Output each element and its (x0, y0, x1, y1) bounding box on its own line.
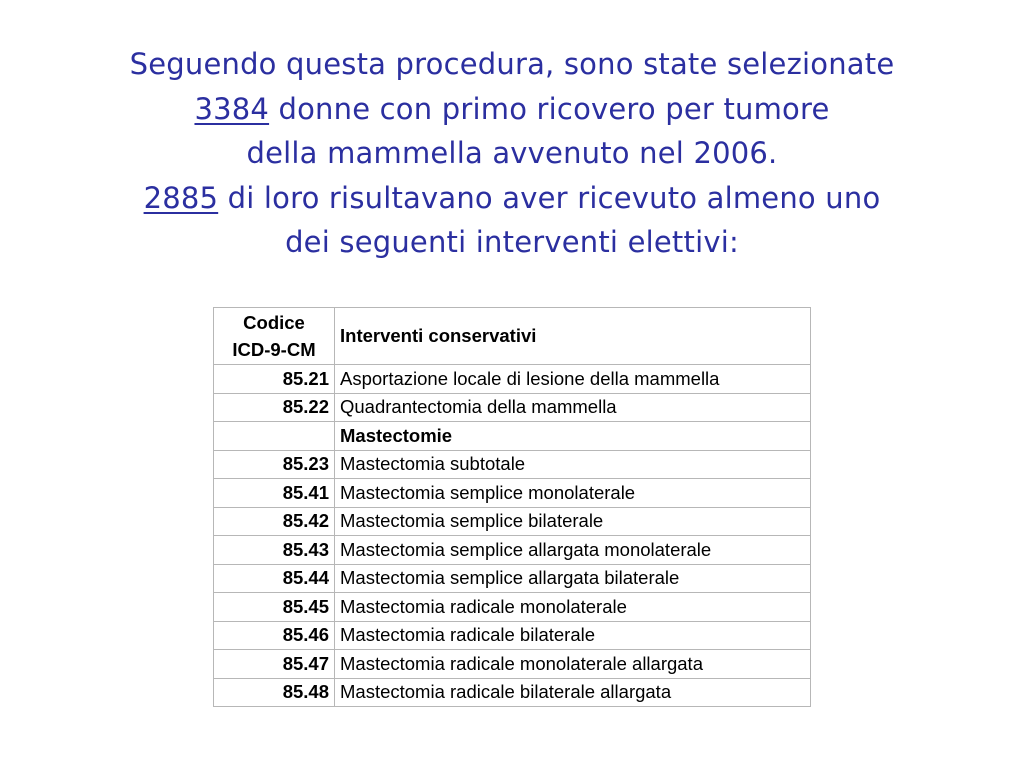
empty-code-cell (214, 422, 335, 451)
icd-code-cell: 85.23 (214, 450, 335, 479)
table-row (214, 536, 811, 565)
table-row (214, 650, 811, 679)
section-header-conservative: Interventi conservativi (335, 308, 811, 365)
title-line-5: dei seguenti interventi elettivi: (285, 225, 739, 259)
table-row (214, 450, 811, 479)
code-header-line-2: ICD-9-CM (232, 339, 316, 360)
procedure-description-cell: Quadrantectomia della mammella (335, 393, 811, 422)
icd-code-cell: 85.41 (214, 479, 335, 508)
title-line-2 (0, 87, 1024, 132)
title-line-2-text: donne con primo ricovero per tumore (269, 91, 830, 126)
table-row (214, 507, 811, 536)
table-header-row (214, 308, 811, 365)
icd-code-cell: 85.45 (214, 593, 335, 622)
icd-code-cell: 85.21 (214, 365, 335, 394)
table-row (214, 393, 811, 422)
procedure-description-cell: Mastectomia subtotale (335, 450, 811, 479)
procedure-description-cell: Mastectomia semplice allargata monolaterale (335, 536, 811, 565)
icd-code-cell: 85.48 (214, 678, 335, 707)
procedure-description-cell: Mastectomia semplice bilaterale (335, 507, 811, 536)
procedure-description-cell: Asportazione locale di lesione della mammella (335, 365, 811, 394)
section-row-mastectomies (214, 422, 811, 451)
icd-code-cell: 85.44 (214, 564, 335, 593)
procedure-description-cell: Mastectomia radicale monolaterale (335, 593, 811, 622)
selected-women-count: 3384 (194, 91, 270, 126)
table-row (214, 593, 811, 622)
icd-code-cell: 85.43 (214, 536, 335, 565)
table-row (214, 564, 811, 593)
code-header-line-1: Codice (243, 312, 305, 333)
table-row (214, 678, 811, 707)
table-row (214, 365, 811, 394)
code-column-header (214, 308, 335, 365)
icd-code-cell: 85.47 (214, 650, 335, 679)
title-line-4 (0, 176, 1024, 221)
icd-code-table (213, 307, 811, 707)
title-line-3: della mammella avvenuto nel 2006. (246, 136, 778, 170)
procedure-description-cell: Mastectomia radicale monolaterale allargata (335, 650, 811, 679)
procedure-description-cell: Mastectomia radicale bilaterale (335, 621, 811, 650)
slide-title (0, 42, 1024, 265)
icd-code-table-body (214, 308, 811, 707)
table-row (214, 479, 811, 508)
icd-code-cell: 85.22 (214, 393, 335, 422)
title-line-4-text: di loro risultavano aver ricevuto almeno uno (218, 180, 881, 215)
icd-code-cell: 85.46 (214, 621, 335, 650)
procedure-description-cell: Mastectomia radicale bilaterale allargata (335, 678, 811, 707)
section-header-mastectomies: Mastectomie (335, 422, 811, 451)
procedure-description-cell: Mastectomia semplice monolaterale (335, 479, 811, 508)
procedure-description-cell: Mastectomia semplice allargata bilaterale (335, 564, 811, 593)
icd-code-cell: 85.42 (214, 507, 335, 536)
intervention-women-count: 2885 (143, 180, 219, 215)
table-row (214, 621, 811, 650)
title-line-1: Seguendo questa procedura, sono state selezionate (129, 47, 895, 81)
